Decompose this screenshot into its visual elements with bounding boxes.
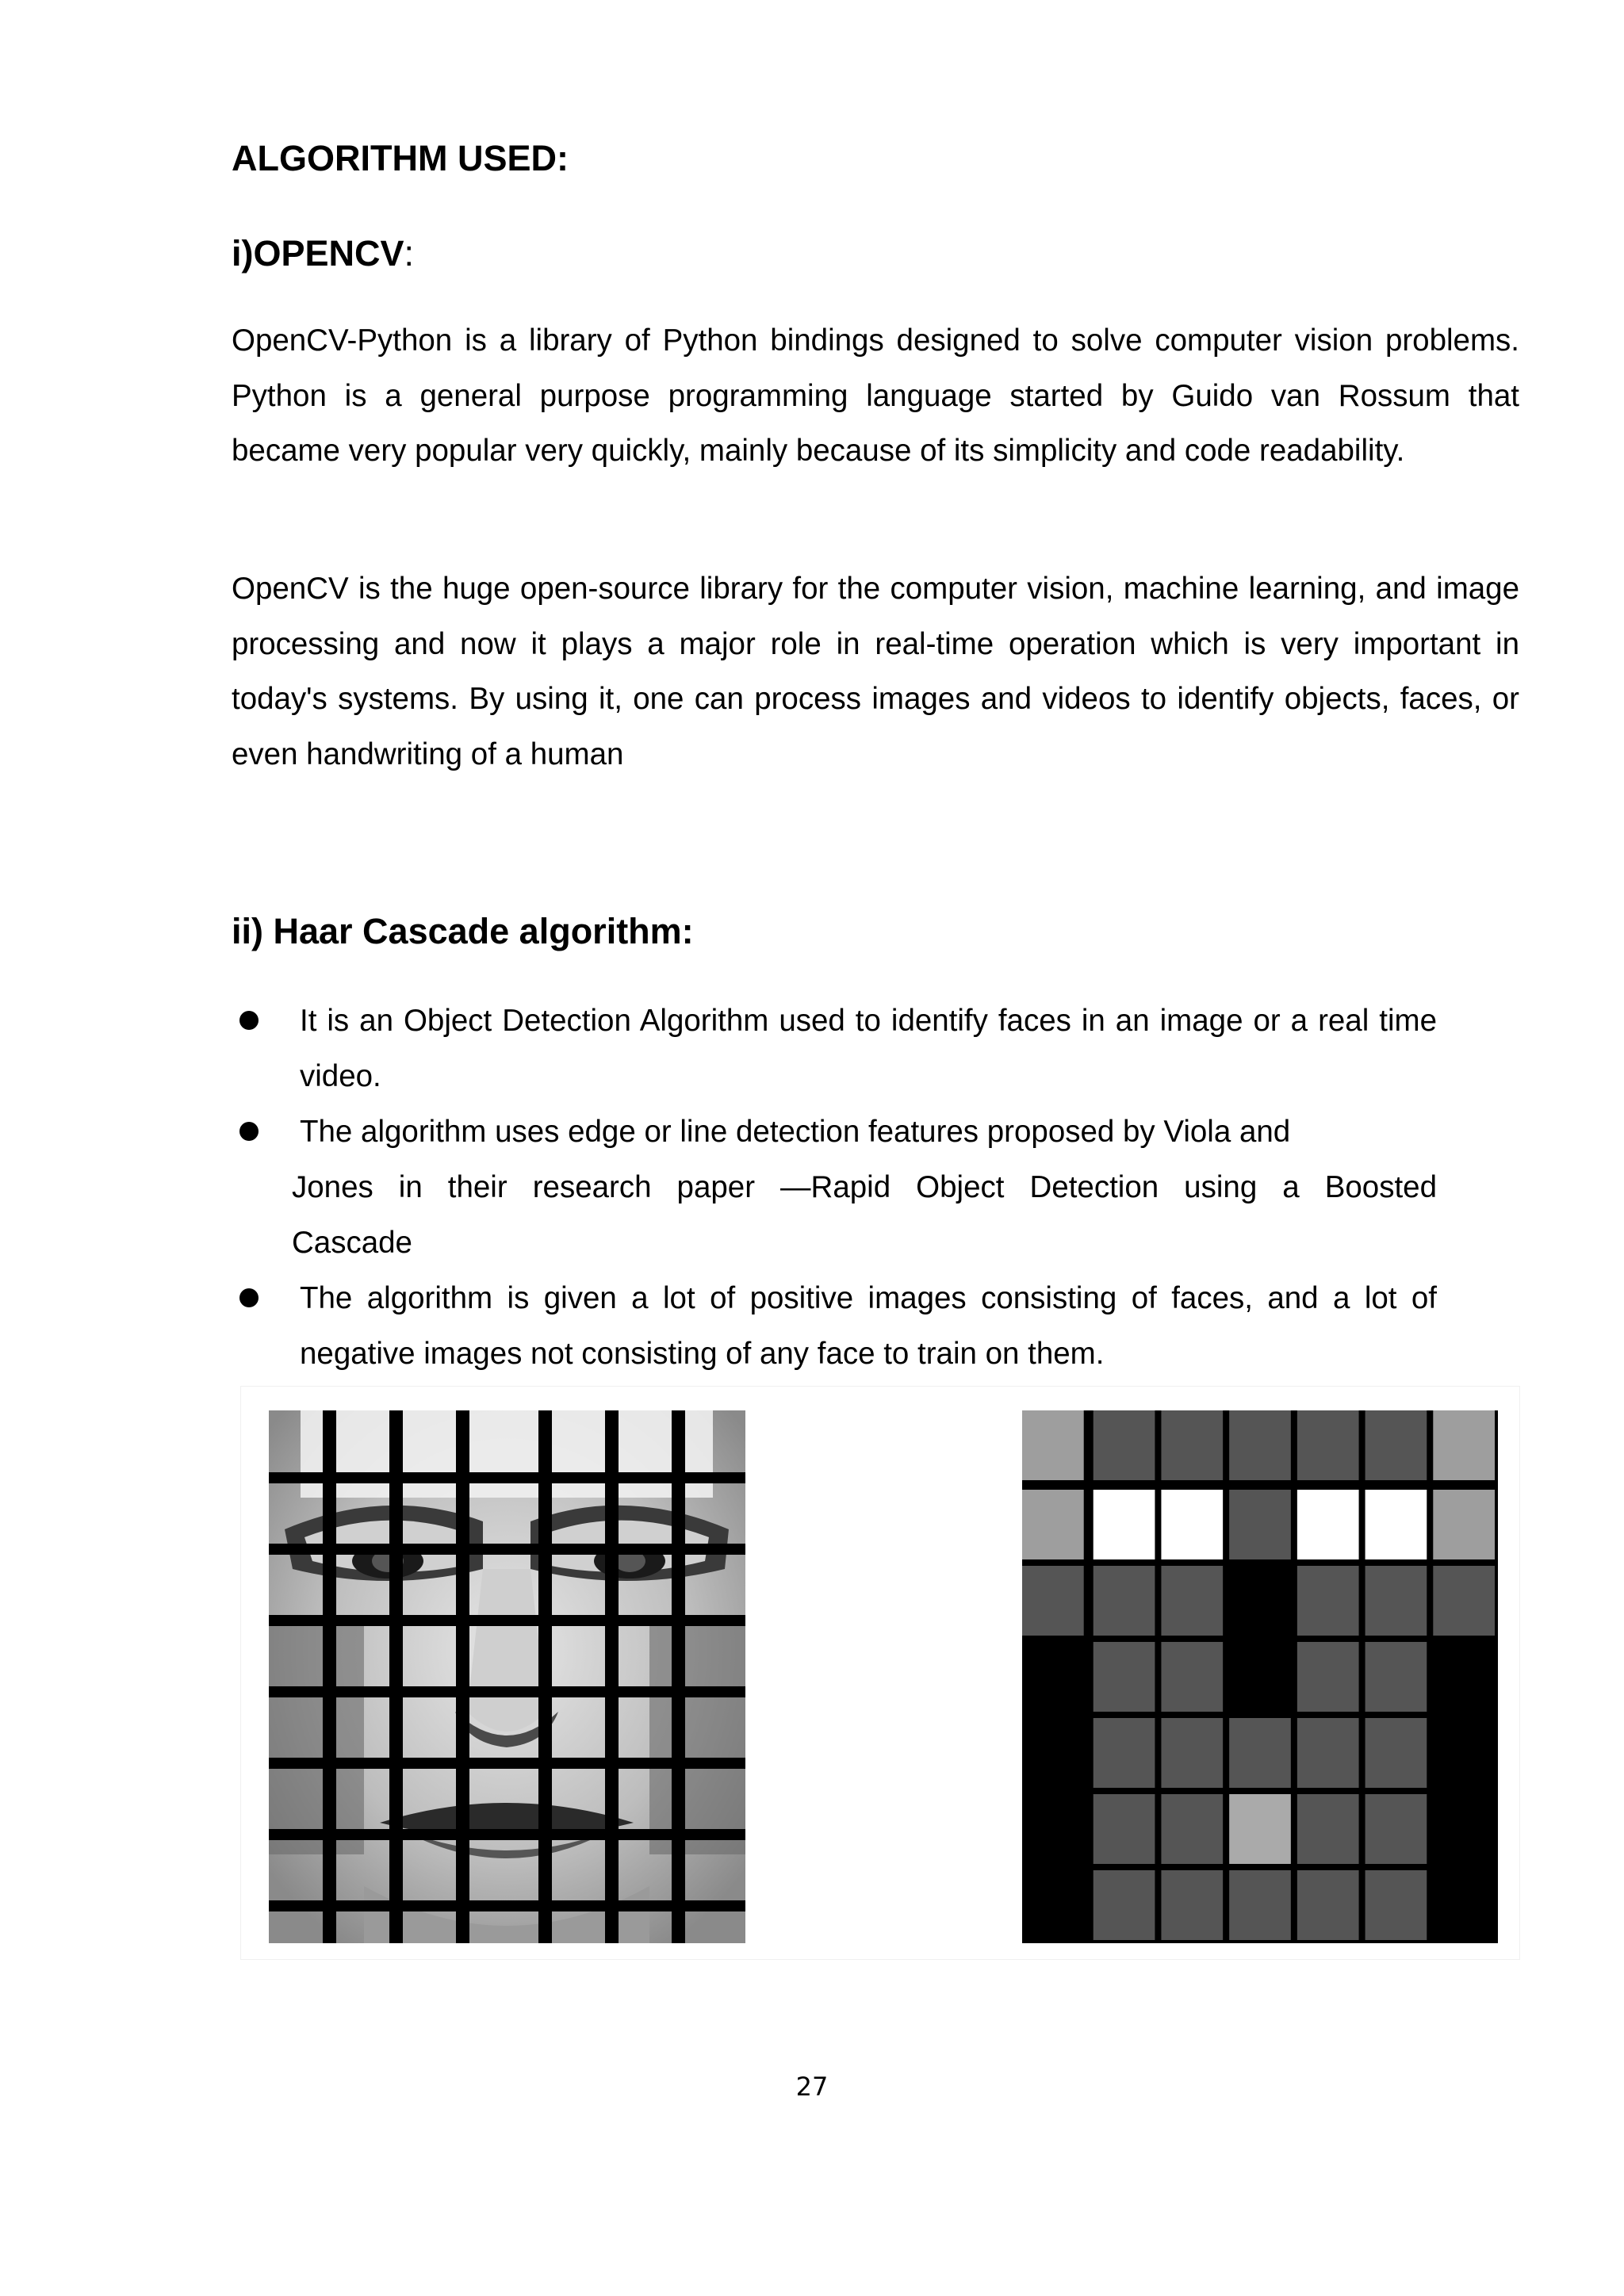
- list-item: [232, 993, 1437, 1104]
- grid-cell: [1297, 1794, 1359, 1864]
- page-number: 27: [795, 2072, 829, 2102]
- grid-cell: [1433, 1870, 1495, 1940]
- grid-cell: [1022, 1870, 1084, 1940]
- grid-cell: [1297, 1870, 1359, 1940]
- heading-opencv: [232, 230, 414, 277]
- heading-algorithm-used: ALGORITHM USED:: [232, 138, 569, 178]
- grid-cell: [1022, 1566, 1084, 1636]
- grid-cell: [1094, 1566, 1155, 1636]
- grid-cell: [1229, 1870, 1291, 1940]
- grid-cell: [1229, 1642, 1291, 1712]
- haar-figure: [240, 1386, 1520, 1960]
- grid-cell: [1365, 1410, 1427, 1480]
- grid-cell: [1433, 1490, 1495, 1559]
- grid-cell: [1161, 1490, 1223, 1559]
- heading-haar-cascade: ii) Haar Cascade algorithm:: [232, 911, 694, 951]
- grid-cell: [1433, 1794, 1495, 1864]
- grid-cell: [1433, 1718, 1495, 1788]
- grid-cell: [1365, 1490, 1427, 1559]
- grid-cell: [1297, 1490, 1359, 1559]
- grid-cell: [1365, 1718, 1427, 1788]
- grid-cell: [1094, 1410, 1155, 1480]
- grid-cell: [1229, 1490, 1291, 1559]
- list-item: [232, 1271, 1437, 1382]
- grid-cell: [1365, 1642, 1427, 1712]
- grid-cell: [1161, 1794, 1223, 1864]
- grid-cell: [1229, 1566, 1291, 1636]
- grid-cell: [1297, 1410, 1359, 1480]
- opencv-paragraph-1: OpenCV-Python is a library of Python bindings designed to solve computer vision problems. Python is a general purpose programming language started by Guido van Rossum that became very popular very quickly, mainly because of its simplicity and code readability.: [232, 323, 1519, 468]
- grid-cell: [1297, 1566, 1359, 1636]
- grid-cell: [1094, 1490, 1155, 1559]
- grid-cell: [1161, 1410, 1223, 1480]
- grid-cell: [1094, 1870, 1155, 1940]
- grid-cell: [1365, 1870, 1427, 1940]
- grid-cell: [1022, 1490, 1084, 1559]
- grid-cell: [1433, 1410, 1495, 1480]
- grid-cell: [1297, 1642, 1359, 1712]
- list-item: [232, 1104, 1437, 1271]
- grid-cell: [1094, 1718, 1155, 1788]
- grid-cell: [1161, 1642, 1223, 1712]
- grid-cell: [1161, 1566, 1223, 1636]
- grid-cell: [1022, 1794, 1084, 1864]
- grid-cell: [1433, 1642, 1495, 1712]
- grid-cell: [1365, 1794, 1427, 1864]
- bullet-icon: [239, 1011, 259, 1030]
- grid-cell: [1365, 1566, 1427, 1636]
- grid-cell: [1297, 1718, 1359, 1788]
- haar-bullet-list: [232, 993, 1437, 1382]
- bullet-text: The algorithm is given a lot of positive images consisting of faces, and a lot of negative images not consisting of any face to train on them.: [300, 1281, 1437, 1371]
- grid-cell: [1229, 1794, 1291, 1864]
- grid-cell: [1161, 1870, 1223, 1940]
- heading-opencv-colon: :: [404, 233, 415, 274]
- grid-cell: [1229, 1718, 1291, 1788]
- bullet-text: It is an Object Detection Algorithm used to identify faces in an image or a real time video.: [300, 1004, 1437, 1093]
- grid-cell: [1022, 1410, 1084, 1480]
- bullet-icon: [239, 1288, 259, 1307]
- grid-cell: [1094, 1794, 1155, 1864]
- grid-cell: [1022, 1718, 1084, 1788]
- face-grid-image: [269, 1410, 745, 1943]
- grid-cell: [1161, 1718, 1223, 1788]
- grid-cell: [1022, 1642, 1084, 1712]
- grid-cell: [1433, 1566, 1495, 1636]
- opencv-paragraph-2: OpenCV is the huge open-source library for the computer vision, machine learning, and image processing and now it plays a major role in real-time operation which is very important in today's systems. By using it, one can process images and videos to identify objects, faces, or even handwriting of a human: [232, 572, 1519, 771]
- bullet-text-continued: Jones in their research paper —Rapid Object Detection using a Boosted: [292, 1170, 1437, 1204]
- haar-feature-grid-image: [1022, 1410, 1498, 1943]
- bullet-text-continued: Cascade: [292, 1226, 412, 1260]
- bullet-text: The algorithm uses edge or line detection features proposed by Viola and: [300, 1115, 1291, 1149]
- bullet-icon: [239, 1122, 259, 1141]
- heading-opencv-text: i)OPENCV: [232, 233, 404, 274]
- grid-cell: [1094, 1642, 1155, 1712]
- grid-cell: [1229, 1410, 1291, 1480]
